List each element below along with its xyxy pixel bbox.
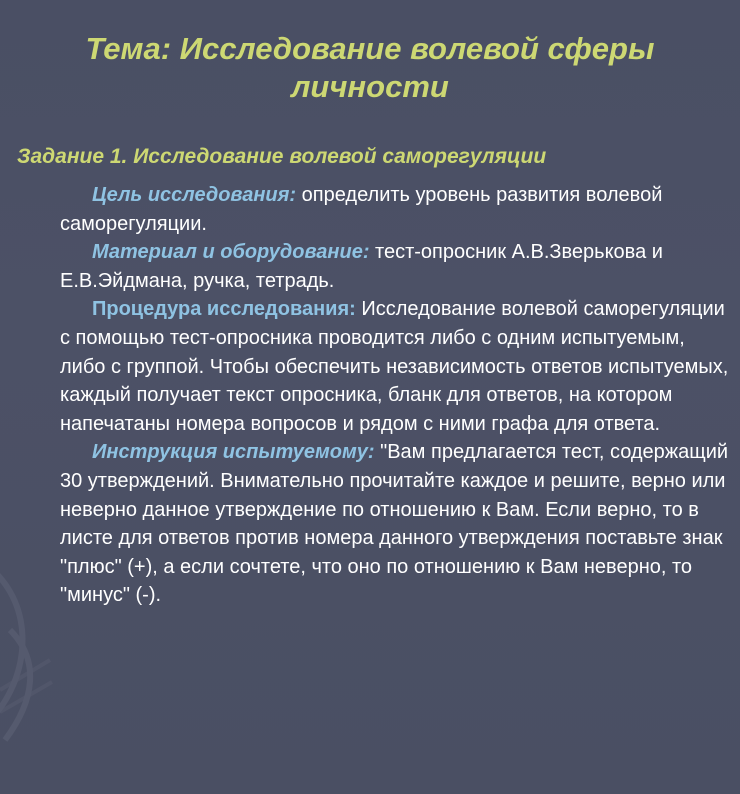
instruction-label: Инструкция испытуемому: [92,441,375,464]
paragraph-goal [60,181,730,238]
paragraph-instruction [60,438,730,610]
paragraph-procedure [60,295,730,438]
goal-label: Цель исследования: [92,184,297,206]
paragraph-materials [60,238,730,295]
instruction-text: "Вам предлагается тест, содержащий 30 утверждений. Внимательно прочитайте каждое и решите, верно или неверно данное утверждение по отношению к Вам. Если верно, то в листе для ответов против номера данного утверждения поставьте знак "плюс" (+), а если сочтете, что оно по отношению к Вам неверно, то "минус" (-). [60,441,729,607]
slide-body [60,181,730,610]
slide-title-line-1: Тема: Исследование волевой сферы [85,31,655,66]
procedure-label: Процедура исследования: [92,298,356,321]
procedure-text: Исследование волевой саморегуляции с помощью тест-опросника проводится либо с одним испытуемым, либо с группой. Чтобы обеспечить независимость ответов испытуемых, каждый получает текст опросника, бланк для ответов, на котором напечатаны номера вопросов и рядом с ними графа для ответа. [60,298,729,435]
materials-label: Материал и оборудование: [92,241,370,264]
task-heading: Задание 1. Исследование волевой саморегуляции [17,145,547,168]
goal-text: определить уровень развития волевой саморегуляции. [60,184,663,235]
slide-title [0,30,740,106]
materials-text: тест-опросник А.В.Зверькова и Е.В.Эйдмана, ручка, тетрадь. [60,241,663,292]
slide-title-line-2: личности [291,69,449,104]
